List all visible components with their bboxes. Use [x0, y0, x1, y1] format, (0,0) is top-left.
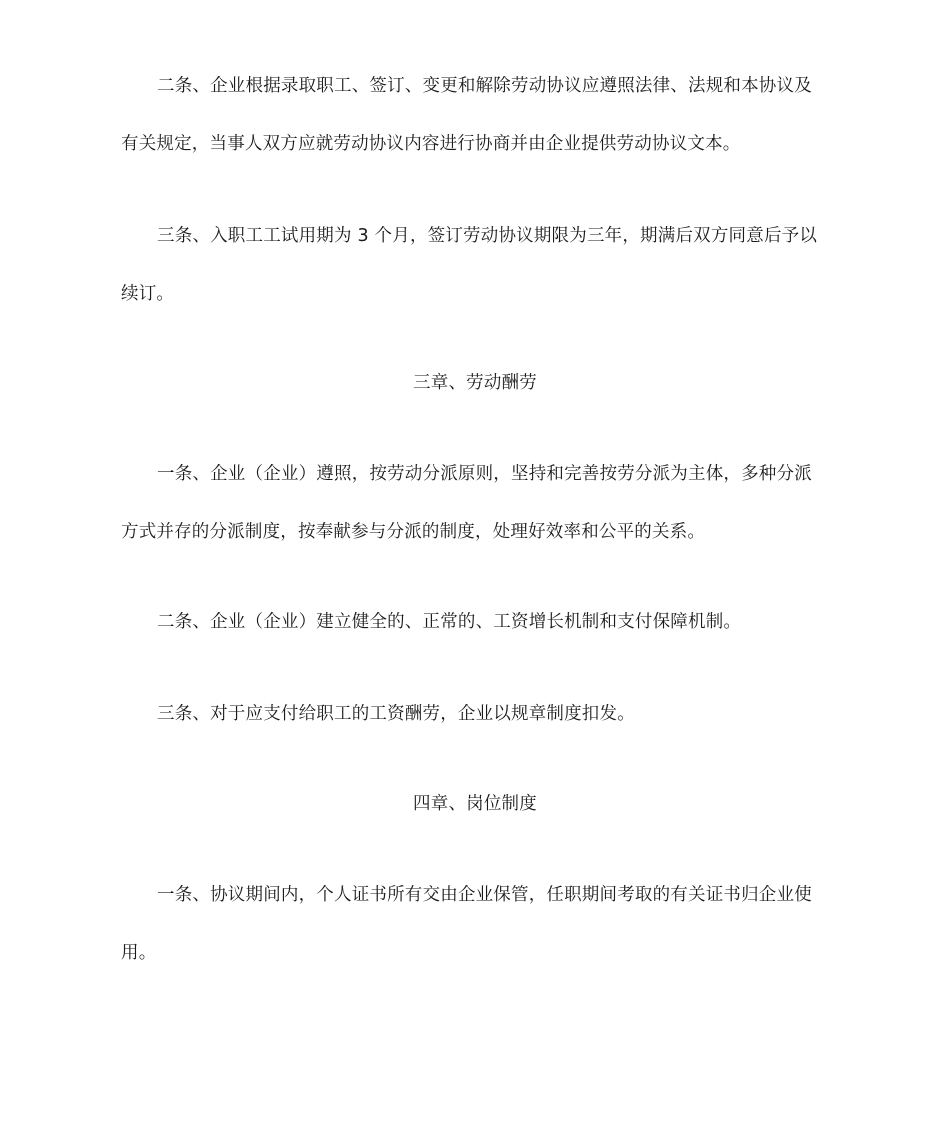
- chapter-4-article-1-line-2: 用。: [121, 943, 157, 963]
- paragraph-article-3-line-2: 续订。: [121, 284, 175, 304]
- paragraph-article-2-line-1: 二条、企业根据录取职工、签订、变更和解除劳动协议应遵照法律、法规和本协议及: [157, 76, 812, 96]
- chapter-3-article-1-line-1: 一条、企业（企业）遵照，按劳动分派原则，坚持和完善按劳分派为主体，多种分派: [157, 464, 812, 484]
- paragraph-article-2-line-2: 有关规定，当事人双方应就劳动协议内容进行协商并由企业提供劳动协议文本。: [121, 134, 741, 154]
- chapter-3-article-1-line-2: 方式并存的分派制度，按奉献参与分派的制度，处理好效率和公平的关系。: [121, 522, 706, 542]
- chapter-3-article-2: 二条、企业（企业）建立健全的、正常的、工资增长机制和支付保障机制。: [157, 612, 742, 632]
- chapter-4-heading: 四章、岗位制度: [413, 794, 537, 814]
- chapter-3-heading: 三章、劳动酬劳: [413, 373, 537, 393]
- paragraph-article-3-line-1: 三条、入职工工试用期为 3 个月，签订劳动协议期限为三年，期满后双方同意后予以: [157, 226, 818, 246]
- chapter-3-article-3: 三条、对于应支付给职工的工资酬劳，企业以规章制度扣发。: [157, 704, 635, 724]
- chapter-4-article-1-line-1: 一条、协议期间内，个人证书所有交由企业保管，任职期间考取的有关证书归企业使: [157, 885, 812, 905]
